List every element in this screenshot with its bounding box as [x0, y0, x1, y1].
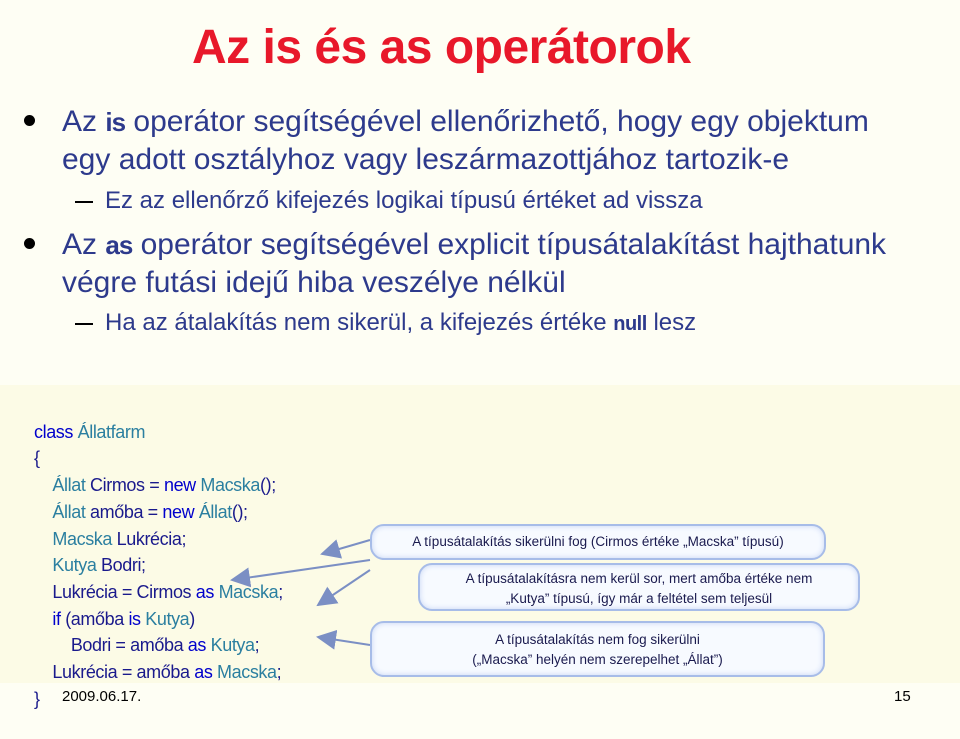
code-type: Kutya	[206, 635, 255, 656]
callout-text: „Kutya” típusú, így már a feltétel sem teljesül	[505, 591, 773, 606]
bullet-text: operátor segítségével explicit típusátalakítást hajthatunk	[132, 228, 887, 261]
code-text: ();	[231, 501, 248, 522]
code-type: Macska	[212, 662, 277, 683]
callout-text: A típusátalakítás nem fog sikerülni	[495, 632, 700, 647]
code-text: Lukrécia;	[112, 528, 187, 549]
code-keyword: new	[162, 501, 195, 522]
code-keyword: class	[34, 421, 74, 442]
code-type: Állat	[194, 501, 232, 522]
callout-cast-skipped	[418, 563, 860, 611]
bullet-text: Az	[62, 105, 106, 138]
code-type: Macska	[52, 528, 113, 549]
bullet-line-2: végre futási idejű hiba veszélye nélkül	[62, 266, 566, 299]
callout-text: („Macska” helyén nem szerepelhet „Állat”)	[472, 652, 723, 667]
code-type: Macska	[213, 581, 279, 602]
sub-bullet-text: lesz	[646, 309, 697, 336]
code-line: }	[34, 688, 40, 709]
code-type: Kutya	[52, 555, 97, 576]
code-text: ;	[278, 581, 283, 602]
bullet-line-2: egy adott osztályhoz vagy leszármazottjához tartozik-e	[62, 143, 790, 176]
slide-title: Az is és as operátorok	[192, 21, 691, 74]
keyword-is: is	[105, 107, 126, 137]
arrow-4	[318, 637, 370, 645]
code-type: Macska	[195, 475, 260, 496]
code-text: (amőba	[60, 608, 129, 629]
code-text: Lukrécia = amőba	[52, 662, 195, 683]
callout-text: A típusátalakítás sikerülni fog (Cirmos értéke „Macska” típusú)	[412, 534, 784, 549]
arrow-1	[322, 540, 370, 554]
code-line: {	[34, 448, 40, 469]
code-keyword: as	[195, 581, 214, 602]
code-keyword: is	[128, 608, 141, 629]
code-text: ();	[260, 475, 276, 496]
bullet-text: Az	[62, 228, 106, 261]
code-text: Cirmos =	[85, 475, 164, 496]
code-text: Bodri;	[96, 555, 146, 576]
code-type: Állat	[52, 501, 86, 522]
keyword-as: as	[105, 230, 133, 260]
bullet-text: operátor segítségével ellenőrizhető, hogy egy objektum	[125, 105, 869, 138]
page-number: 15	[894, 688, 911, 705]
arrow-3	[318, 570, 370, 605]
code-type: Állat	[52, 475, 86, 496]
code-text: Lukrécia = Cirmos	[52, 581, 196, 602]
code-keyword: new	[163, 475, 196, 496]
callout-text: A típusátalakításra nem kerül sor, mert amőba értéke nem	[465, 571, 813, 586]
code-keyword: as	[187, 635, 207, 656]
code-text: ;	[254, 635, 260, 656]
sub-bullet-text: Ez az ellenőrző kifejezés logikai típusú értéket ad vissza	[105, 187, 703, 214]
callout-cast-fails	[370, 621, 825, 677]
code-type: Kutya	[140, 608, 190, 629]
keyword-null: null	[613, 313, 647, 335]
callout-cast-succeeds	[370, 524, 826, 560]
code-text: )	[189, 608, 195, 629]
arrow-2	[232, 560, 370, 580]
code-keyword: as	[194, 662, 213, 683]
code-type: Állatfarm	[77, 421, 146, 442]
code-text: ;	[276, 662, 282, 683]
sub-bullet-text: Ha az átalakítás nem sikerül, a kifejezés értéke	[105, 309, 614, 336]
code-text: Bodri = amőba	[70, 635, 188, 656]
code-keyword: if	[52, 608, 61, 629]
code-text: amőba =	[85, 501, 163, 522]
footer-date: 2009.06.17.	[62, 688, 142, 705]
